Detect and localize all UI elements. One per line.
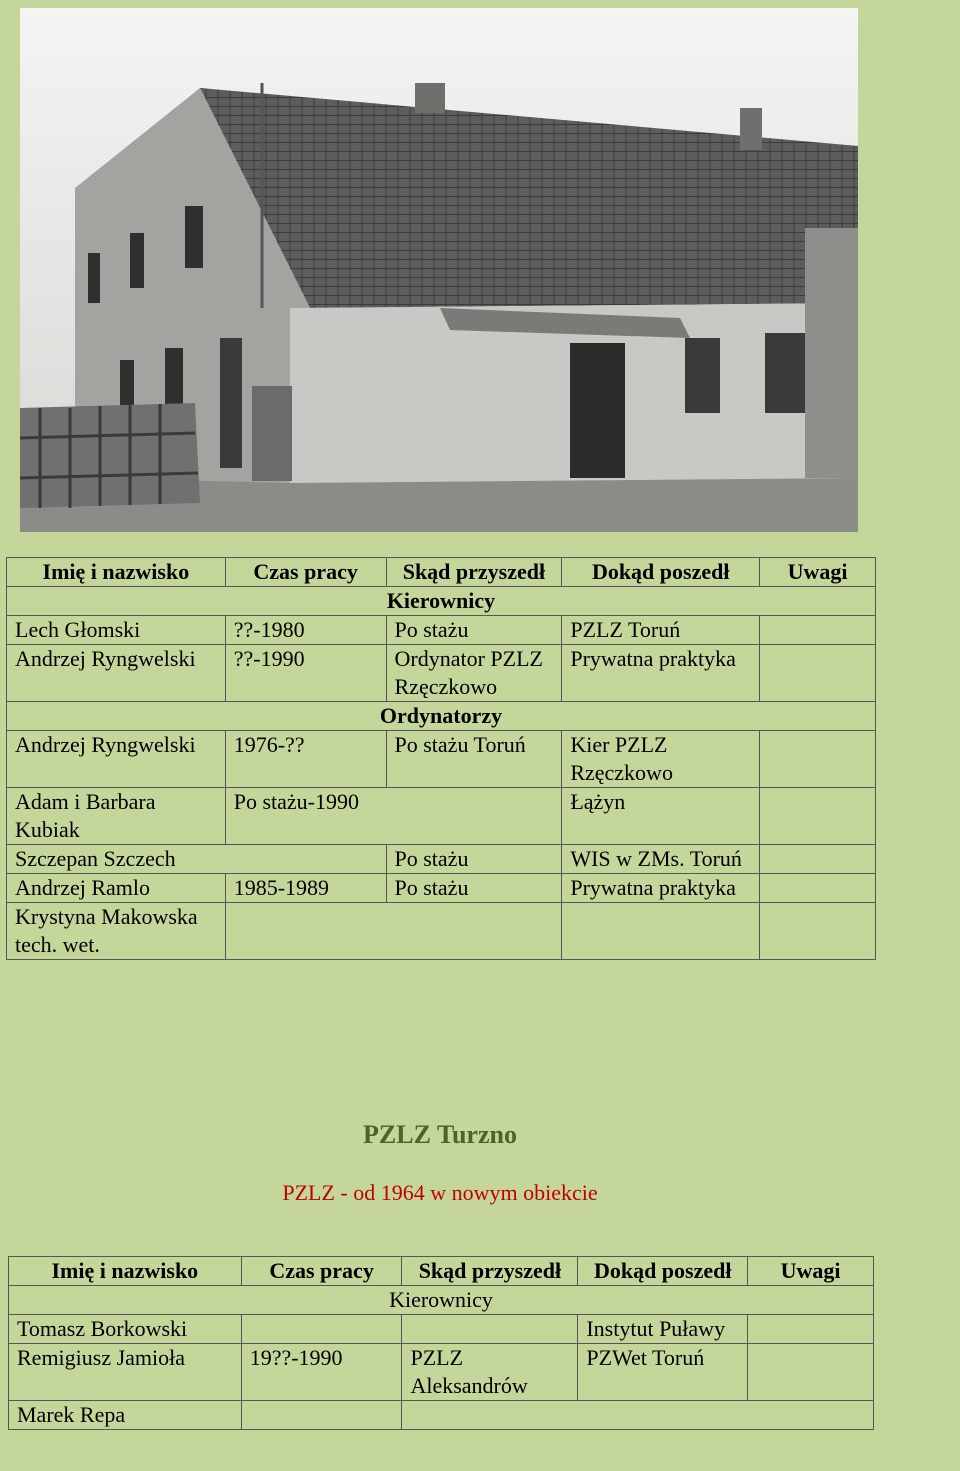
cell-name: Remigiusz Jamioła [9,1344,242,1401]
section-subtitle: PZLZ - od 1964 w nowym obiekcie [282,1180,598,1205]
cell-period: 19??-1990 [241,1344,402,1401]
header-name: Imię i nazwisko [9,1257,242,1286]
cell-notes [760,845,876,874]
cell-to: WIS w ZMs. Toruń [562,845,760,874]
cell-notes [760,645,876,702]
table-row [7,731,876,788]
cell-from: PZLZ Aleksandrów [402,1344,578,1401]
table-header-row [7,558,876,587]
section-title: PZLZ Turzno [363,1120,517,1149]
header-from: Skąd przyszedł [386,558,562,587]
table-row [9,1344,874,1401]
staff-table-1 [6,557,876,960]
cell-to: Instytut Puławy [578,1315,748,1344]
cell-name: Krystyna Makowska tech. wet. [7,903,226,960]
cell-period [241,1401,402,1430]
cell-from: Po stażu Toruń [386,731,562,788]
header-notes: Uwagi [748,1257,874,1286]
cell-name: Andrzej Ryngwelski [7,731,226,788]
cell-notes [760,616,876,645]
cell-to: Prywatna praktyka [562,874,760,903]
cell-name: Szczepan Szczech [7,845,387,874]
cell-period: 1976-?? [225,731,386,788]
cell-notes [748,1344,874,1401]
table-row [7,788,876,845]
header-to: Dokąd poszedł [578,1257,748,1286]
section-row [7,587,876,616]
header-period: Czas pracy [225,558,386,587]
header-to: Dokąd poszedł [562,558,760,587]
section-ordynatorzy: Ordynatorzy [7,702,876,731]
cell-notes [760,788,876,845]
section-row [7,702,876,731]
cell-notes [760,903,876,960]
table-row [7,903,876,960]
cell-from [402,1315,578,1344]
header-name: Imię i nazwisko [7,558,226,587]
header-notes: Uwagi [760,558,876,587]
staff-table-2 [8,1256,874,1430]
cell-to: Kier PZLZ Rzęczkowo [562,731,760,788]
cell-from: Po stażu [386,616,562,645]
cell-period: Po stażu-1990 [225,788,562,845]
building-photo [20,8,858,532]
cell-from: Ordynator PZLZ Rzęczkowo [386,645,562,702]
table-row [9,1401,874,1430]
cell-notes [748,1315,874,1344]
cell-period [225,903,562,960]
table-row [7,616,876,645]
cell-name: Tomasz Borkowski [9,1315,242,1344]
cell-name: Adam i Barbara Kubiak [7,788,226,845]
building-illustration [20,8,858,532]
section-row [9,1286,874,1315]
cell-period [241,1315,402,1344]
header-period: Czas pracy [241,1257,402,1286]
section-kierownicy: Kierownicy [7,587,876,616]
cell-from [402,1401,874,1430]
cell-to [562,903,760,960]
cell-to: Prywatna praktyka [562,645,760,702]
table-row [9,1315,874,1344]
cell-name: Andrzej Ramlo [7,874,226,903]
cell-name: Andrzej Ryngwelski [7,645,226,702]
table-row [7,874,876,903]
table-row [7,845,876,874]
cell-period: ??-1980 [225,616,386,645]
header-from: Skąd przyszedł [402,1257,578,1286]
cell-to: PZWet Toruń [578,1344,748,1401]
section-kierownicy: Kierownicy [9,1286,874,1315]
cell-to: PZLZ Toruń [562,616,760,645]
cell-name: Lech Głomski [7,616,226,645]
cell-to: Łążyn [562,788,760,845]
table-header-row [9,1257,874,1286]
cell-notes [760,874,876,903]
cell-from: Po stażu [386,845,562,874]
cell-from: Po stażu [386,874,562,903]
cell-notes [760,731,876,788]
table-row [7,645,876,702]
cell-period: ??-1990 [225,645,386,702]
cell-period: 1985-1989 [225,874,386,903]
cell-name: Marek Repa [9,1401,242,1430]
